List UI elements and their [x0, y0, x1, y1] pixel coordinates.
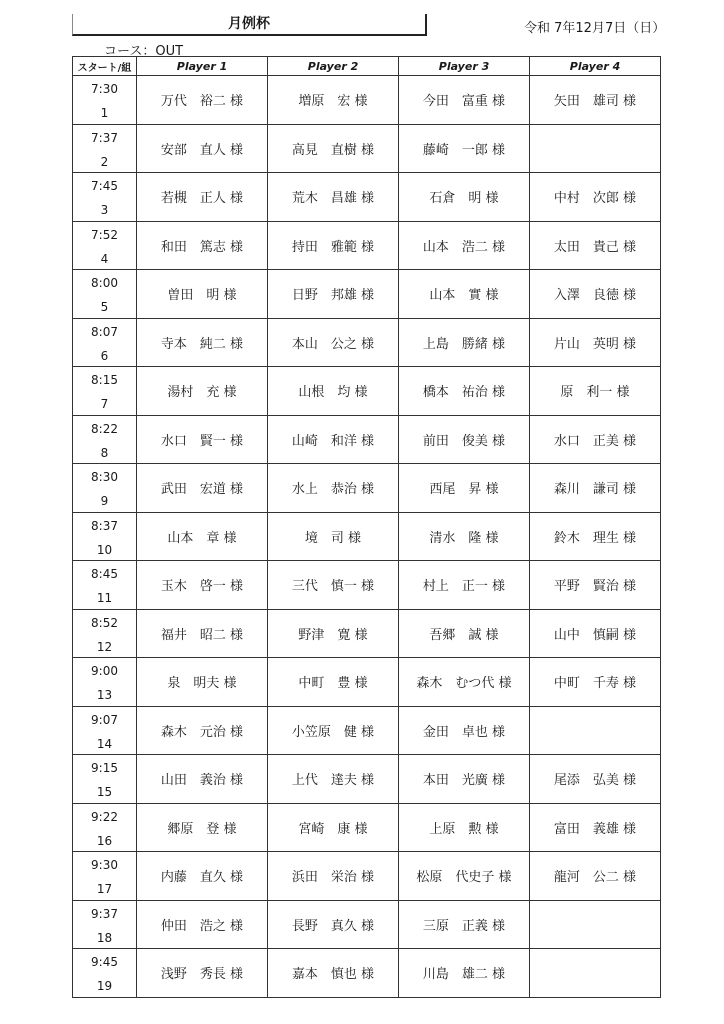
group-number: 1 [100, 106, 109, 120]
player-1-cell: 湯村 充 様 [137, 367, 268, 416]
start-time-cell [73, 803, 137, 852]
player-3-cell: 金田 卓也 様 [399, 706, 530, 755]
player-4-cell: 尾添 弘美 様 [530, 755, 661, 804]
start-time: 8:30 [91, 470, 118, 484]
player-1-cell: 浅野 秀長 様 [137, 949, 268, 998]
start-time: 8:22 [91, 421, 118, 436]
start-time: 8:07 [91, 324, 118, 339]
course-label: コース：OUT [104, 44, 184, 59]
player-1-cell: 福井 昭二 様 [137, 609, 268, 658]
player-3-cell: 本田 光廣 様 [399, 755, 530, 804]
column-header-player-3: Player 3 [399, 57, 530, 76]
player-3-cell: 清水 隆 様 [399, 512, 530, 561]
player-4-cell: 矢田 雄司 様 [530, 76, 661, 125]
start-time-cell [73, 270, 137, 319]
start-time-cell [73, 318, 137, 367]
start-time-cell [73, 658, 137, 707]
player-2-cell: 浜田 栄治 様 [268, 852, 399, 901]
player-4-cell: 水口 正美 様 [530, 415, 661, 464]
player-2-cell: 野津 寛 様 [268, 609, 399, 658]
player-2-cell: 本山 公之 様 [268, 318, 399, 367]
player-1-cell: 玉木 啓一 様 [137, 561, 268, 610]
player-4-cell: 龍河 公二 様 [530, 852, 661, 901]
group-number: 14 [96, 736, 113, 751]
player-1-cell: 泉 明夫 様 [137, 658, 268, 707]
player-4-cell [530, 124, 661, 173]
player-1-cell: 山本 章 様 [137, 512, 268, 561]
player-1-cell: 水口 賢一 様 [137, 415, 268, 464]
player-4-cell [530, 900, 661, 949]
player-1-cell: 郷原 登 様 [137, 803, 268, 852]
start-time: 9:30 [91, 858, 118, 872]
start-time-cell [73, 367, 137, 416]
start-time: 8:00 [91, 276, 118, 290]
group-number: 5 [100, 300, 109, 314]
start-time-cell [73, 415, 137, 464]
player-3-cell: 石倉 明 様 [399, 173, 530, 222]
group-number: 10 [96, 542, 113, 557]
group-number: 7 [100, 397, 109, 411]
start-time-cell [73, 609, 137, 658]
table-row [73, 803, 661, 852]
start-time: 9:15 [91, 761, 118, 775]
start-time-cell [73, 464, 137, 513]
player-3-cell: 山本 實 様 [399, 270, 530, 319]
player-2-cell: 嘉本 慎也 様 [268, 949, 399, 998]
group-number: 2 [100, 154, 109, 169]
start-time-cell [73, 76, 137, 125]
player-1-cell: 仲田 浩之 様 [137, 900, 268, 949]
column-header-player-1: Player 1 [137, 57, 268, 76]
group-number: 3 [100, 203, 109, 217]
table-row [73, 755, 661, 804]
player-3-cell: 三原 正義 様 [399, 900, 530, 949]
player-1-cell: 万代 裕二 様 [137, 76, 268, 125]
player-3-cell: 吾郷 誠 様 [399, 609, 530, 658]
player-3-cell: 今田 富重 様 [399, 76, 530, 125]
group-number: 4 [100, 251, 109, 266]
player-4-cell: 平野 賢治 様 [530, 561, 661, 610]
table-header-row [73, 57, 661, 76]
player-4-cell: 中町 千寿 様 [530, 658, 661, 707]
player-2-cell: 増原 宏 様 [268, 76, 399, 125]
table-row [73, 512, 661, 561]
group-number: 12 [96, 639, 113, 654]
table-row [73, 852, 661, 901]
start-time-cell [73, 173, 137, 222]
player-1-cell: 内藤 直久 様 [137, 852, 268, 901]
player-4-cell: 入澤 良徳 様 [530, 270, 661, 319]
player-1-cell: 山田 義治 様 [137, 755, 268, 804]
player-3-cell: 上島 勝緒 様 [399, 318, 530, 367]
start-time-cell [73, 561, 137, 610]
group-number: 16 [96, 833, 113, 848]
player-2-cell: 境 司 様 [268, 512, 399, 561]
start-time: 9:22 [91, 809, 118, 824]
group-number: 19 [96, 979, 113, 993]
player-2-cell: 三代 慎一 様 [268, 561, 399, 610]
start-time: 7:37 [91, 130, 118, 145]
table-row [73, 561, 661, 610]
table-row [73, 609, 661, 658]
start-time: 7:45 [91, 179, 118, 193]
player-4-cell: 山中 慎嗣 様 [530, 609, 661, 658]
table-row [73, 221, 661, 270]
player-3-cell: 西尾 昇 様 [399, 464, 530, 513]
player-4-cell: 原 利一 様 [530, 367, 661, 416]
start-time: 7:30 [91, 82, 118, 96]
player-2-cell: 日野 邦雄 様 [268, 270, 399, 319]
player-3-cell: 橋本 祐治 様 [399, 367, 530, 416]
player-4-cell: 片山 英明 様 [530, 318, 661, 367]
document-title: 月例杯 [72, 14, 427, 36]
player-2-cell: 山根 均 様 [268, 367, 399, 416]
start-time: 7:52 [91, 227, 118, 242]
player-3-cell: 松原 代史子 様 [399, 852, 530, 901]
start-time-cell [73, 900, 137, 949]
player-1-cell: 森木 元治 様 [137, 706, 268, 755]
group-number: 13 [96, 688, 113, 702]
start-time: 9:37 [91, 906, 118, 921]
player-2-cell: 荒木 昌雄 様 [268, 173, 399, 222]
table-row [73, 415, 661, 464]
event-date: 令和 7年12月7日（日） [524, 21, 666, 36]
column-header-player-2: Player 2 [268, 57, 399, 76]
player-3-cell: 山本 浩二 様 [399, 221, 530, 270]
table-row [73, 270, 661, 319]
player-3-cell: 川島 雄二 様 [399, 949, 530, 998]
start-time: 8:37 [91, 518, 118, 533]
group-number: 18 [96, 930, 113, 945]
player-4-cell [530, 706, 661, 755]
player-2-cell: 長野 真久 様 [268, 900, 399, 949]
table-row [73, 124, 661, 173]
start-time: 8:15 [91, 373, 118, 387]
start-time: 8:52 [91, 615, 118, 630]
start-time-cell [73, 755, 137, 804]
start-time-cell [73, 852, 137, 901]
start-time: 9:00 [91, 664, 118, 678]
table-row [73, 706, 661, 755]
start-time: 9:45 [91, 955, 118, 969]
start-time: 8:45 [91, 567, 118, 581]
group-number: 6 [100, 348, 109, 363]
player-1-cell: 武田 宏道 様 [137, 464, 268, 513]
player-2-cell: 小笠原 健 様 [268, 706, 399, 755]
start-time-cell [73, 949, 137, 998]
table-row [73, 367, 661, 416]
column-header-player-4: Player 4 [530, 57, 661, 76]
group-number: 17 [96, 882, 113, 896]
player-2-cell: 水上 恭治 様 [268, 464, 399, 513]
player-1-cell: 和田 篤志 様 [137, 221, 268, 270]
player-1-cell: 若槻 正人 様 [137, 173, 268, 222]
player-2-cell: 持田 雅範 様 [268, 221, 399, 270]
group-number: 8 [100, 445, 109, 460]
player-2-cell: 上代 達夫 様 [268, 755, 399, 804]
player-4-cell: 鈴木 理生 様 [530, 512, 661, 561]
tee-time-table [72, 56, 661, 998]
player-4-cell [530, 949, 661, 998]
group-number: 15 [96, 785, 113, 799]
group-number: 9 [100, 494, 109, 508]
player-1-cell: 曽田 明 様 [137, 270, 268, 319]
player-2-cell: 宮崎 康 様 [268, 803, 399, 852]
player-4-cell: 中村 次郎 様 [530, 173, 661, 222]
start-time-cell [73, 124, 137, 173]
player-2-cell: 山崎 和洋 様 [268, 415, 399, 464]
player-4-cell: 富田 義雄 様 [530, 803, 661, 852]
player-3-cell: 藤崎 一郎 様 [399, 124, 530, 173]
start-time: 9:07 [91, 712, 118, 727]
table-row [73, 76, 661, 125]
player-2-cell: 中町 豊 様 [268, 658, 399, 707]
table-row [73, 173, 661, 222]
player-3-cell: 前田 俊美 様 [399, 415, 530, 464]
column-header-start-group: スタート/組 [73, 57, 137, 76]
player-3-cell: 森木 むつ代 様 [399, 658, 530, 707]
player-4-cell: 太田 貴己 様 [530, 221, 661, 270]
start-time-cell [73, 221, 137, 270]
player-2-cell: 高見 直樹 様 [268, 124, 399, 173]
table-row [73, 949, 661, 998]
start-time-cell [73, 512, 137, 561]
player-1-cell: 寺本 純二 様 [137, 318, 268, 367]
player-3-cell: 上原 勲 様 [399, 803, 530, 852]
group-number: 11 [96, 591, 113, 605]
player-1-cell: 安部 直人 様 [137, 124, 268, 173]
table-row [73, 318, 661, 367]
table-row [73, 900, 661, 949]
table-row [73, 464, 661, 513]
player-4-cell: 森川 謙司 様 [530, 464, 661, 513]
start-time-cell [73, 706, 137, 755]
player-3-cell: 村上 正一 様 [399, 561, 530, 610]
table-row [73, 658, 661, 707]
